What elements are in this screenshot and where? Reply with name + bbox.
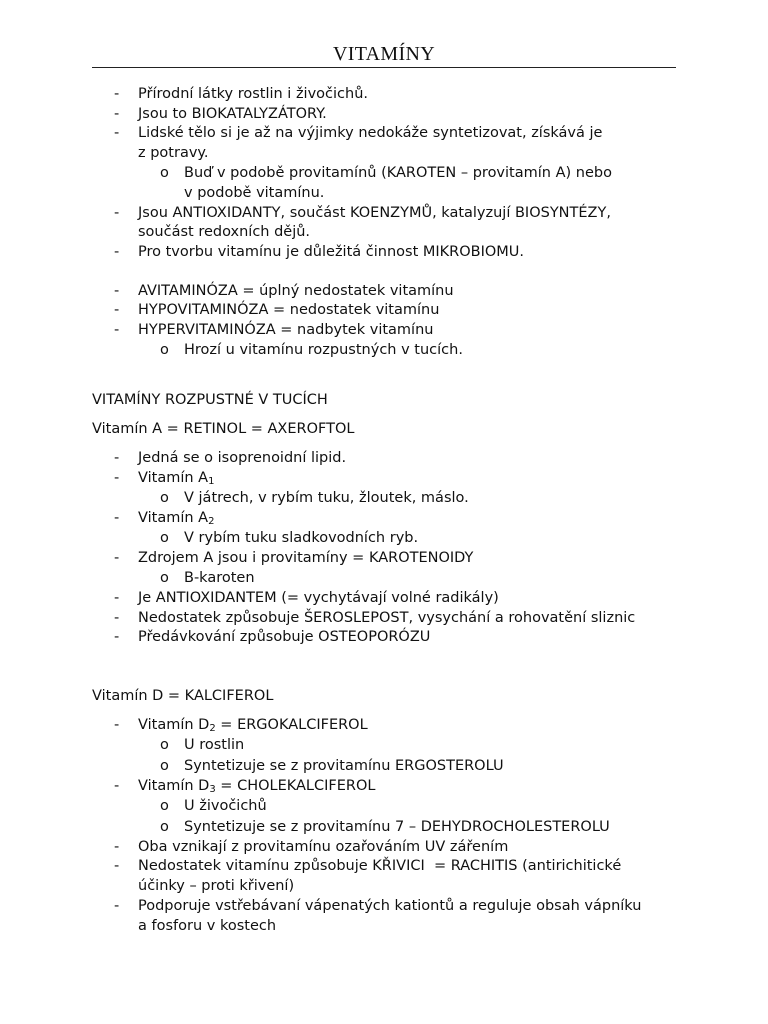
list-item-text [138, 715, 368, 735]
bullet-dash: - [114, 322, 120, 338]
list-item-text: Pro tvorbu vitamínu je důležitá činnost MIKROBIOMU. [138, 244, 525, 260]
bullet-dash: - [114, 778, 120, 794]
list-item-text: Nedostatek způsobuje ŠEROSLEPOST, vysychání a rohovatění sliznic [138, 610, 636, 626]
list-item-text [138, 508, 214, 528]
bullet-dash: - [114, 610, 120, 626]
list-item-text [138, 776, 375, 796]
vitamin-d2-name: = ERGOKALCIFEROL [215, 717, 368, 733]
bullet-dash: - [114, 205, 120, 221]
bullet-dash: - [114, 244, 120, 260]
list-item-text: Zdrojem A jsou i provitamíny = KAROTENOIDY [138, 550, 474, 566]
list-item-text: Předávkování způsobuje OSTEOPORÓZU [138, 629, 431, 645]
list-item-text [138, 468, 214, 488]
title-underline [92, 67, 676, 68]
subsection-heading-text: Vitamín D = KALCIFEROL [92, 688, 274, 704]
list-item-text: Jedná se o isoprenoidní lipid. [138, 450, 347, 466]
bullet-circle: o [160, 530, 169, 546]
sub-list-item-text: Syntetizuje se z provitamínu 7 – DEHYDROCHOLESTEROLU [184, 819, 610, 835]
sub-list-item-text: V játrech, v rybím tuku, žloutek, máslo. [184, 490, 469, 506]
bullet-dash: - [114, 106, 120, 122]
bullet-dash: - [114, 839, 120, 855]
list-item-text: Lidské tělo si je až na výjimky nedokáže syntetizovat, získává je [138, 125, 603, 141]
list-item-text: Oba vznikají z provitamínu ozařováním UV zářením [138, 839, 509, 855]
sub-list-item-text: Syntetizuje se z provitamínu ERGOSTEROLU [184, 758, 504, 774]
bullet-dash: - [114, 629, 120, 645]
section-heading-text: VITAMÍNY ROZPUSTNÉ V TUCÍCH [92, 392, 328, 408]
bullet-dash: - [114, 717, 120, 733]
page-title: VITAMÍNY [333, 43, 435, 65]
sub-list-item-text: B-karoten [184, 570, 255, 586]
bullet-dash: - [114, 125, 120, 141]
bullet-circle: o [160, 737, 169, 753]
list-item-text: z potravy. [138, 145, 209, 161]
list-item-text: Jsou to BIOKATALYZÁTORY. [138, 106, 327, 122]
list-item-text: účinky – proti křivení) [138, 878, 295, 894]
sub-list-item-text: U živočichů [184, 798, 267, 814]
bullet-dash: - [114, 450, 120, 466]
sub-list-item-text: V rybím tuku sladkovodních ryb. [184, 530, 419, 546]
vitamin-a2-label: Vitamín A [138, 510, 209, 526]
vitamin-d3-label: Vitamín D [138, 778, 210, 794]
bullet-dash: - [114, 858, 120, 874]
list-item-text: AVITAMINÓZA = úplný nedostatek vitamínu [138, 283, 454, 299]
vitamin-a1-subscript: 1 [208, 476, 215, 487]
bullet-dash: - [114, 283, 120, 299]
vitamin-d3-name: = CHOLEKALCIFEROL [215, 778, 376, 794]
list-item-text: Nedostatek vitamínu způsobuje KŘIVICI = RACHITIS (antirichitické [138, 858, 622, 874]
sub-list-item-text: U rostlin [184, 737, 245, 753]
list-item-text: součást redoxních dějů. [138, 224, 311, 240]
bullet-circle: o [160, 570, 169, 586]
vitamin-a1-label: Vitamín A [138, 470, 209, 486]
list-item-text: HYPOVITAMINÓZA = nedostatek vitamínu [138, 302, 440, 318]
sub-list-item-text: Hrozí u vitamínu rozpustných v tucích. [184, 342, 463, 358]
bullet-dash: - [114, 898, 120, 914]
list-item-text: HYPERVITAMINÓZA = nadbytek vitamínu [138, 322, 434, 338]
bullet-circle: o [160, 342, 169, 358]
vitamin-d2-label: Vitamín D [138, 717, 210, 733]
bullet-dash: - [114, 302, 120, 318]
sub-list-item-text: Buď v podobě provitamínů (KAROTEN – provitamín A) nebo [184, 165, 612, 181]
list-item-text: a fosforu v kostech [138, 918, 277, 934]
list-item-text: Přírodní látky rostlin i živočichů. [138, 86, 368, 102]
bullet-circle: o [160, 819, 169, 835]
bullet-dash: - [114, 590, 120, 606]
bullet-dash: - [114, 510, 120, 526]
vitamin-d3-subscript: 3 [209, 784, 216, 795]
sub-list-item-text: v podobě vitamínu. [184, 185, 325, 201]
bullet-circle: o [160, 165, 169, 181]
vitamin-d2-subscript: 2 [209, 723, 216, 734]
subsection-heading-text: Vitamín A = RETINOL = AXEROFTOL [92, 421, 355, 437]
bullet-dash: - [114, 550, 120, 566]
bullet-dash: - [114, 470, 120, 486]
list-item-text: Je ANTIOXIDANTEM (= vychytávají volné radikály) [138, 590, 499, 606]
bullet-circle: o [160, 758, 169, 774]
list-item-text: Podporuje vstřebávaní vápenatých kationtů a reguluje obsah vápníku [138, 898, 642, 914]
bullet-circle: o [160, 798, 169, 814]
vitamin-a2-subscript: 2 [208, 516, 215, 527]
bullet-dash: - [114, 86, 120, 102]
list-item-text: Jsou ANTIOXIDANTY, součást KOENZYMŮ, katalyzují BIOSYNTÉZY, [138, 205, 611, 221]
bullet-circle: o [160, 490, 169, 506]
